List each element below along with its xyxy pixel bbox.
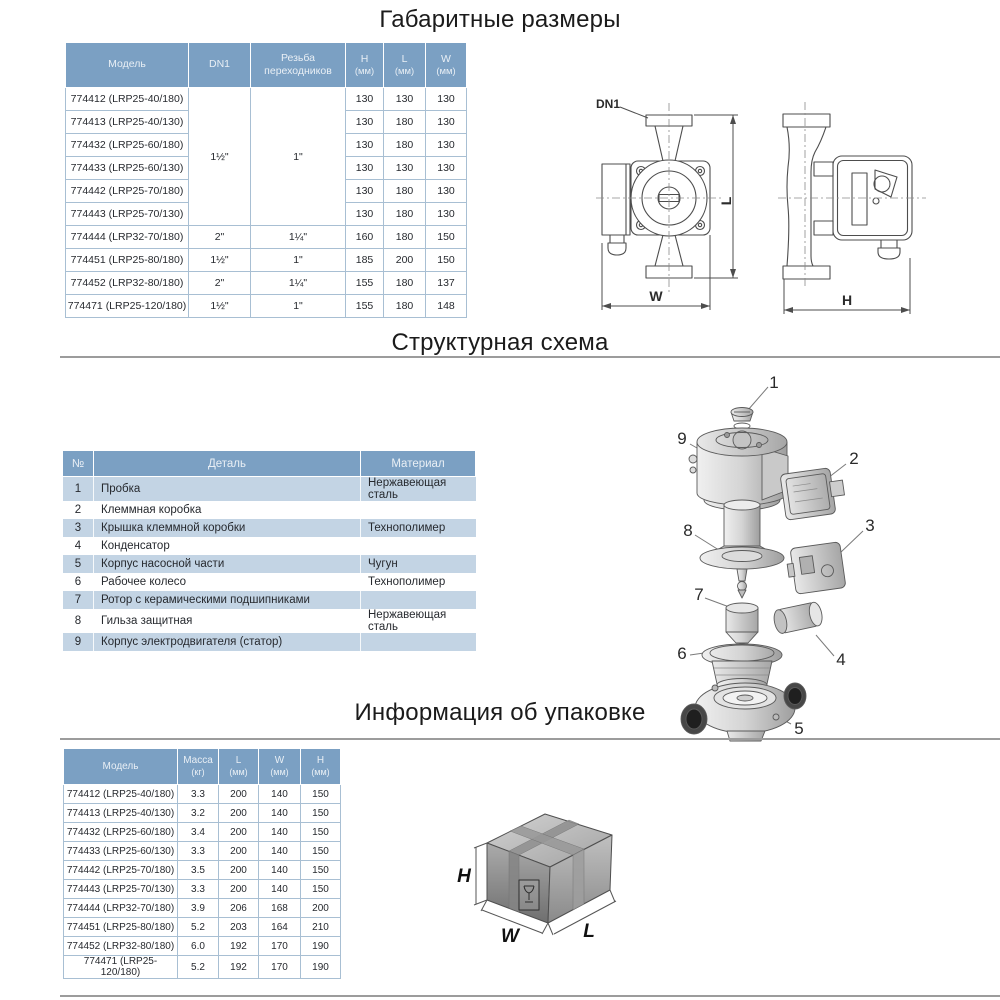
cell-dn1: 2" [189,226,251,249]
box-w-label: W [501,926,519,947]
cell-mass: 3.4 [178,823,219,842]
cell-l: 192 [219,937,259,956]
cell-model: 774433 (LRP25-60/130) [64,842,178,861]
section-title-packaging: Информация об упаковке [354,699,646,726]
table-row [64,956,341,979]
cell-part-material: Технополимер [361,519,476,537]
table-row [63,477,476,502]
col-header-l-unit: (мм) [394,65,415,77]
callout-8: 8 [683,521,693,540]
parts-table-body [63,477,476,652]
col-header-w [426,43,467,88]
part-capacitor [772,601,824,634]
cell-thread: 1¼" [251,226,346,249]
packaging-table-body [64,785,341,979]
cell-dn1-merged: 1½" [189,88,251,226]
cell-h: 160 [346,226,384,249]
dimensions-table [65,42,467,318]
centerlines [596,102,926,294]
table-row [63,573,476,591]
col-header-material: Материал [361,451,476,477]
cell-w: 140 [259,785,301,804]
table-row [64,937,341,956]
cell-l: 200 [219,880,259,899]
cell-part-material [361,633,476,651]
l-dimension-label: L [718,196,734,206]
packaging-table [63,748,341,979]
table-row [66,226,467,249]
cell-part-name: Рабочее колесо [94,573,361,591]
pump-exploded-view [630,360,1000,745]
cell-w: 164 [259,918,301,937]
callout-5: 5 [794,719,804,738]
col-header-l-unit: (мм) [229,767,248,778]
cell-model: 774452 (LRP32-80/180) [66,272,189,295]
cell-h: 130 [346,88,384,111]
table-row [63,609,476,633]
col-header-model: Модель [64,749,178,785]
cell-mass: 6.0 [178,937,219,956]
cell-h: 190 [301,956,341,979]
cell-model: 774444 (LRP32-70/180) [66,226,189,249]
box-h-label: H [457,866,471,887]
cell-w: 130 [426,180,467,203]
cell-l: 200 [384,249,426,272]
cell-l: 130 [384,88,426,111]
cell-part-name: Пробка [94,477,361,502]
cell-h: 130 [346,111,384,134]
cell-l: 200 [219,842,259,861]
cell-w: 140 [259,842,301,861]
callout-1: 1 [769,373,779,392]
callout-3: 3 [865,516,875,535]
callout-6: 6 [677,644,687,663]
pump-front-view [602,115,710,278]
parts-table [62,450,476,651]
cell-l: 192 [219,956,259,979]
cell-dn1: 2" [189,272,251,295]
packaging-header-row [64,749,341,785]
cell-model: 774451 (LRP25-80/180) [66,249,189,272]
cell-mass: 3.2 [178,804,219,823]
part-plug [731,408,753,430]
part-rotor [726,603,758,649]
cell-w: 170 [259,937,301,956]
table-row [63,591,476,609]
table-row [64,899,341,918]
cell-part-name: Конденсатор [94,537,361,555]
cell-w: 130 [426,88,467,111]
h-dimension-label: H [841,292,853,308]
cell-mass: 3.3 [178,880,219,899]
callout-4: 4 [836,650,846,669]
cell-h: 200 [301,899,341,918]
col-header-h-unit: (мм) [311,767,330,778]
col-header-mass [178,749,219,785]
part-motor-housing [689,428,788,510]
cell-part-number: 4 [63,537,94,555]
table-row [63,537,476,555]
col-header-w [259,749,301,785]
cell-model: 774443 (LRP25-70/130) [64,880,178,899]
box-l-label: L [583,921,595,942]
cell-part-number: 7 [63,591,94,609]
table-row [63,555,476,573]
cell-h: 185 [346,249,384,272]
cell-w: 140 [259,804,301,823]
cell-h: 130 [346,180,384,203]
table-row [66,272,467,295]
table-row [63,501,476,519]
table-row [66,249,467,272]
cell-model: 774443 (LRP25-70/130) [66,203,189,226]
col-header-w-unit: (мм) [270,767,289,778]
cell-w: 150 [426,249,467,272]
fragile-icon [519,880,539,910]
cell-l: 200 [219,861,259,880]
cell-w: 170 [259,956,301,979]
cell-part-number: 8 [63,609,94,633]
cell-l: 130 [384,157,426,180]
cell-model: 774413 (LRP25-40/130) [66,111,189,134]
dn1-label: DN1 [596,97,621,111]
cell-model: 774451 (LRP25-80/180) [64,918,178,937]
cell-thread-merged: 1" [251,88,346,226]
cell-l: 180 [384,226,426,249]
cell-part-material: Технополимер [361,573,476,591]
cell-w: 130 [426,203,467,226]
cell-w: 140 [259,861,301,880]
cell-model: 774471 (LRP25-120/180) [66,295,189,318]
cell-w: 140 [259,880,301,899]
cell-l: 180 [384,203,426,226]
dimensions-header-row [66,43,467,88]
col-header-l [384,43,426,88]
cell-part-material [361,537,476,555]
col-header-dn1: DN1 [189,43,251,88]
cell-part-name: Корпус электродвигателя (статор) [94,633,361,651]
cell-model: 774433 (LRP25-60/130) [66,157,189,180]
cell-h: 210 [301,918,341,937]
col-header-model: Модель [66,43,189,88]
cell-w: 140 [259,823,301,842]
cell-h: 190 [301,937,341,956]
cell-mass: 5.2 [178,918,219,937]
section-title-structure: Структурная схема [391,329,609,356]
cell-w: 130 [426,111,467,134]
cell-part-name: Корпус насосной части [94,555,361,573]
cell-w: 137 [426,272,467,295]
cell-part-number: 2 [63,501,94,519]
cell-model: 774452 (LRP32-80/180) [64,937,178,956]
col-header-w-letter: W [274,755,285,767]
cell-h: 150 [301,880,341,899]
cell-part-material: Нержавеющая сталь [361,609,476,633]
part-terminal-box-cover [785,542,846,595]
cell-model: 774442 (LRP25-70/180) [64,861,178,880]
cell-h: 130 [346,203,384,226]
cell-l: 180 [384,134,426,157]
cell-mass: 5.2 [178,956,219,979]
table-row [64,804,341,823]
package-box-drawing [452,790,692,985]
cell-part-material: Чугун [361,555,476,573]
cell-part-number: 1 [63,477,94,502]
col-header-l [219,749,259,785]
cell-l: 180 [384,295,426,318]
w-dimension-label: W [649,288,663,304]
part-protective-sleeve [700,500,784,598]
col-header-h-letter: Н [360,52,369,65]
cell-h: 150 [301,785,341,804]
table-row [64,823,341,842]
pump-side-view [783,114,912,279]
cell-l: 206 [219,899,259,918]
cell-l: 200 [219,804,259,823]
cell-h: 150 [301,823,341,842]
cell-part-name: Ротор с керамическими подшипниками [94,591,361,609]
part-terminal-box [780,466,847,520]
cell-part-number: 5 [63,555,94,573]
col-header-h-letter: Н [316,755,325,767]
col-header-mass-word: Масса [183,755,213,767]
col-header-h [301,749,341,785]
cell-model: 774442 (LRP25-70/180) [66,180,189,203]
cell-part-number: 6 [63,573,94,591]
table-row [64,880,341,899]
col-header-mass-unit: (кг) [191,767,205,778]
cell-model: 774412 (LRP25-40/180) [66,88,189,111]
cell-l: 180 [384,272,426,295]
col-header-h [346,43,384,88]
cell-part-material: Нержавеющая сталь [361,477,476,502]
cell-part-material [361,591,476,609]
cell-h: 130 [346,134,384,157]
parts-header-row [63,451,476,477]
table-row [64,918,341,937]
cell-w: 148 [426,295,467,318]
cell-l: 203 [219,918,259,937]
cell-part-name: Крышка клеммной коробки [94,519,361,537]
cell-thread: 1¼" [251,272,346,295]
cell-thread: 1" [251,249,346,272]
col-header-l-letter: L [235,755,242,767]
table-row [64,785,341,804]
cell-dn1: 1½" [189,295,251,318]
table-row [64,861,341,880]
callout-9: 9 [677,429,687,448]
cell-h: 150 [301,842,341,861]
col-header-thread: Резьба переходников [251,43,346,88]
cell-model: 774413 (LRP25-40/130) [64,804,178,823]
cell-l: 200 [219,785,259,804]
cell-thread: 1" [251,295,346,318]
pump-dimension-drawing [570,58,1000,330]
cell-h: 150 [301,804,341,823]
cell-part-name: Клеммная коробка [94,501,361,519]
section-title-dimensions: Габаритные размеры [379,6,621,33]
cell-mass: 3.5 [178,861,219,880]
table-row [66,88,467,111]
cell-l: 180 [384,180,426,203]
table-row [66,295,467,318]
cell-mass: 3.3 [178,785,219,804]
col-header-part: Деталь [94,451,361,477]
callout-2: 2 [849,449,859,468]
cell-mass: 3.3 [178,842,219,861]
col-header-l-letter: L [401,52,408,65]
bottom-divider [60,995,1000,997]
callout-7: 7 [694,585,704,604]
carton-box [487,814,612,923]
cell-model: 774412 (LRP25-40/180) [64,785,178,804]
cell-h: 155 [346,272,384,295]
col-header-w-unit: (мм) [436,65,456,77]
cell-model: 774432 (LRP25-60/180) [66,134,189,157]
col-header-w-letter: W [441,52,451,65]
cell-part-name: Гильза защитная [94,609,361,633]
section-divider [60,738,1000,740]
cell-w: 150 [426,226,467,249]
table-row [64,842,341,861]
cell-l: 180 [384,111,426,134]
col-header-number: № [63,451,94,477]
cell-h: 155 [346,295,384,318]
table-row [63,633,476,651]
cell-h: 150 [301,861,341,880]
cell-mass: 3.9 [178,899,219,918]
col-header-h-unit: (мм) [354,65,375,77]
cell-w: 168 [259,899,301,918]
cell-h: 130 [346,157,384,180]
cell-model: 774444 (LRP32-70/180) [64,899,178,918]
cell-part-number: 3 [63,519,94,537]
cell-w: 130 [426,134,467,157]
dimensions-table-body [66,88,467,318]
cell-part-number: 9 [63,633,94,651]
cell-dn1: 1½" [189,249,251,272]
cell-l: 200 [219,823,259,842]
cell-model: 774471 (LRP25-120/180) [64,956,178,979]
section-divider [60,356,1000,358]
table-row [63,519,476,537]
cell-w: 130 [426,157,467,180]
cell-model: 774432 (LRP25-60/180) [64,823,178,842]
cell-part-material [361,501,476,519]
